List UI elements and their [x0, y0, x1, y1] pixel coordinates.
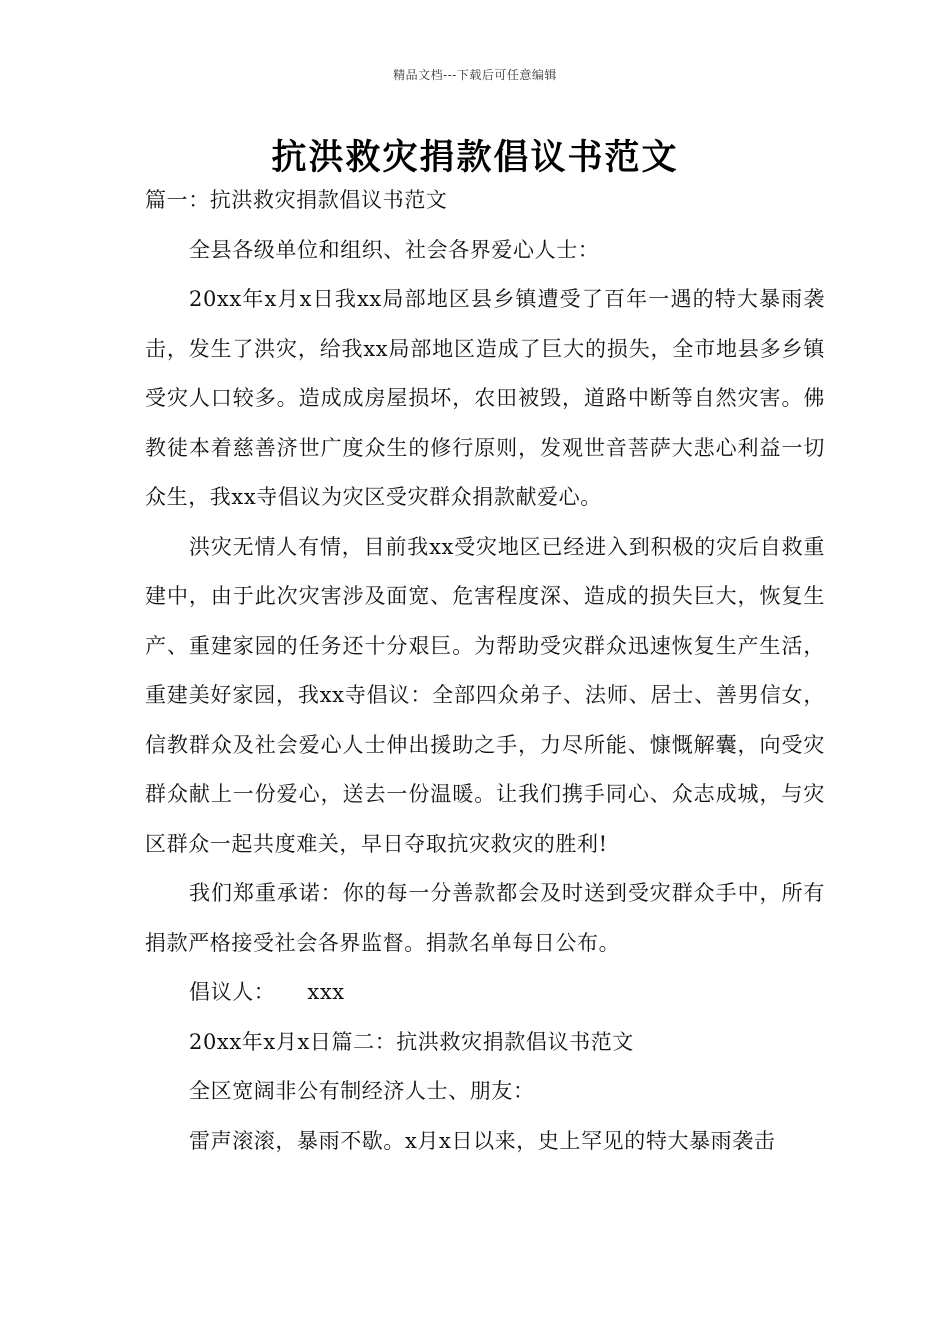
body-paragraph: 洪灾无情人有情，目前我xx受灾地区已经进入到积极的灾后自救重建中，由于此次灾害涉及面宽、危害程度深、造成的损失巨大，恢复生产、重建家园的任务还十分艰巨。为帮助受灾群众迅速恢复生产生活，重建美好家园，我xx寺倡议：全部四众弟子、法师、居士、善男信女，信教群众及社会爱心人士伸出援助之手，力尽所能、慷慨解囊，向受灾群众献上一份爱心，送去一份温暖。让我们携手同心、众志成城，与灾区群众一起共度难关，早日夺取抗灾救灾的胜利!: [145, 534, 825, 856]
signature-name: xxx: [307, 980, 345, 1004]
body-paragraph: 20xx年x月x日我xx局部地区县乡镇遭受了百年一遇的特大暴雨袭击，发生了洪灾，给我xx局部地区造成了巨大的损失，全市地县多乡镇受灾人口较多。造成成房屋损坏，农田被毁，道路中断等自然灾害。佛教徒本着慈善济世广度众生的修行原则，发观世音菩萨大悲心利益一切众生，我xx寺倡议为灾区受灾群众捐款献爱心。: [145, 287, 825, 509]
header-note: 精品文档---下载后可任意编辑: [393, 68, 557, 82]
salutation: 全县各级单位和组织、社会各界爱心人士：: [189, 237, 600, 262]
body-paragraph: 雷声滚滚，暴雨不歇。x月x日以来，史上罕见的特大暴雨袭击: [189, 1128, 776, 1153]
signature-label: 倡议人：: [189, 980, 276, 1004]
salutation-2: 全区宽阔非公有制经济人士、朋友：: [189, 1079, 535, 1103]
document-title: 抗洪救灾捐款倡议书范文: [271, 137, 679, 178]
document-body: [145, 176, 825, 1166]
section-heading: 篇一：抗洪救灾捐款倡议书范文: [145, 188, 448, 212]
date-line: 20xx年x月x日篇二：抗洪救灾捐款倡议书范文: [189, 1029, 634, 1054]
signature-line: [145, 968, 825, 1018]
body-paragraph: 我们郑重承诺：你的每一分善款都会及时送到受灾群众手中，所有捐款严格接受社会各界监督。捐款名单每日公布。: [145, 881, 825, 955]
